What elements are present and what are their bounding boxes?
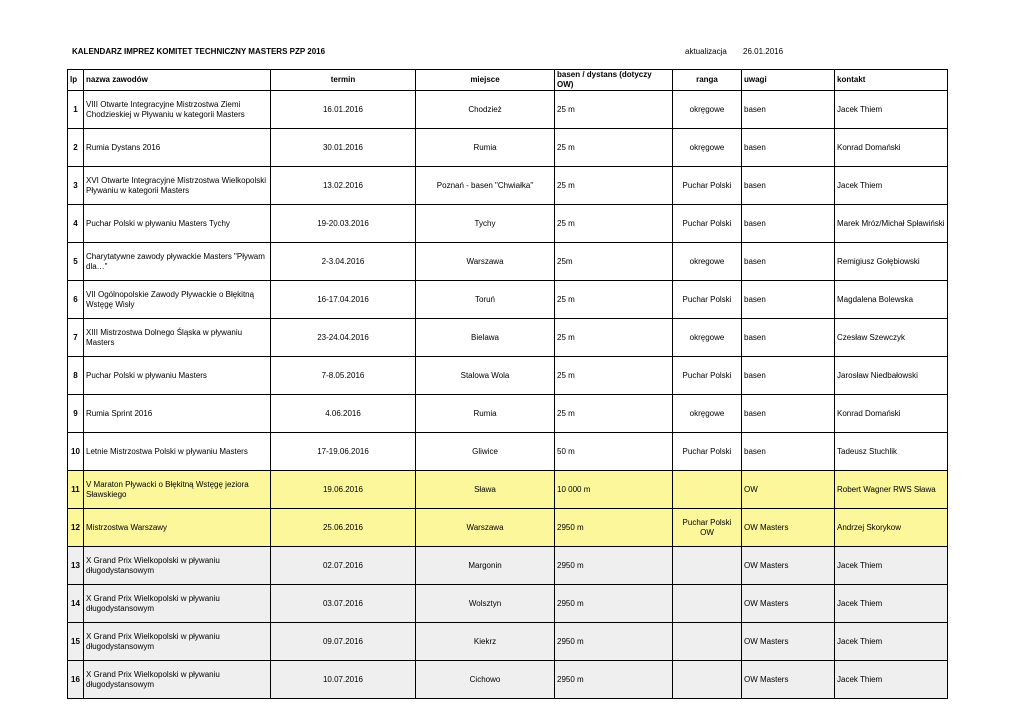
cell-lp: 3	[68, 167, 84, 205]
cell-event-name: V Maraton Pływacki o Błękitną Wstęgę jeziora Sławskiego	[84, 471, 271, 509]
cell-event-name: Puchar Polski w pływaniu Masters Tychy	[84, 205, 271, 243]
cell-date: 2-3.04.2016	[271, 243, 416, 281]
cell-rank: Puchar Polski	[673, 205, 742, 243]
cell-location: Gliwice	[416, 433, 555, 471]
cell-date: 16.01.2016	[271, 91, 416, 129]
cell-lp: 11	[68, 471, 84, 509]
cell-contact: Remigiusz Gołębiowski	[835, 243, 948, 281]
cell-contact: Marek Mróz/Michał Spławiński	[835, 205, 948, 243]
cell-pool-distance: 25 m	[555, 281, 673, 319]
cell-notes: OW Masters	[742, 623, 835, 661]
cell-contact: Magdalena Bolewska	[835, 281, 948, 319]
cell-location: Chodzież	[416, 91, 555, 129]
cell-location: Margonin	[416, 547, 555, 585]
cell-lp: 15	[68, 623, 84, 661]
cell-location: Poznań - basen "Chwiałka"	[416, 167, 555, 205]
cell-date: 25.06.2016	[271, 509, 416, 547]
events-calendar-table	[67, 69, 948, 699]
table-row	[68, 661, 948, 699]
cell-event-name: Rumia Sprint 2016	[84, 395, 271, 433]
cell-lp: 4	[68, 205, 84, 243]
cell-lp: 8	[68, 357, 84, 395]
table-row	[68, 129, 948, 167]
cell-notes: basen	[742, 319, 835, 357]
cell-notes: basen	[742, 433, 835, 471]
cell-notes: basen	[742, 205, 835, 243]
cell-lp: 5	[68, 243, 84, 281]
cell-pool-distance: 2950 m	[555, 661, 673, 699]
cell-rank: Puchar Polski	[673, 357, 742, 395]
cell-rank	[673, 547, 742, 585]
cell-contact: Czesław Szewczyk	[835, 319, 948, 357]
cell-rank: okręgowe	[673, 319, 742, 357]
cell-location: Tychy	[416, 205, 555, 243]
cell-pool-distance: 25 m	[555, 395, 673, 433]
cell-lp: 6	[68, 281, 84, 319]
cell-pool-distance: 2950 m	[555, 585, 673, 623]
cell-lp: 1	[68, 91, 84, 129]
cell-pool-distance: 25 m	[555, 319, 673, 357]
table-row	[68, 471, 948, 509]
cell-location: Warszawa	[416, 509, 555, 547]
table-row	[68, 205, 948, 243]
table-row	[68, 585, 948, 623]
cell-notes: OW Masters	[742, 661, 835, 699]
cell-contact: Jacek Thiem	[835, 585, 948, 623]
cell-notes: basen	[742, 129, 835, 167]
table-row	[68, 623, 948, 661]
cell-pool-distance: 10 000 m	[555, 471, 673, 509]
cell-notes: basen	[742, 167, 835, 205]
cell-date: 16-17.04.2016	[271, 281, 416, 319]
cell-pool-distance: 2950 m	[555, 623, 673, 661]
cell-contact: Jacek Thiem	[835, 167, 948, 205]
table-row	[68, 167, 948, 205]
cell-notes: OW	[742, 471, 835, 509]
cell-contact: Jacek Thiem	[835, 623, 948, 661]
cell-date: 02.07.2016	[271, 547, 416, 585]
cell-lp: 16	[68, 661, 84, 699]
cell-location: Toruń	[416, 281, 555, 319]
cell-pool-distance: 25m	[555, 243, 673, 281]
cell-lp: 13	[68, 547, 84, 585]
cell-rank	[673, 623, 742, 661]
table-row	[68, 357, 948, 395]
cell-location: Rumia	[416, 129, 555, 167]
cell-contact: Konrad Domański	[835, 129, 948, 167]
table-row	[68, 395, 948, 433]
cell-event-name: Letnie Mistrzostwa Polski w pływaniu Masters	[84, 433, 271, 471]
cell-event-name: X Grand Prix Wielkopolski w pływaniu długodystansowym	[84, 585, 271, 623]
cell-pool-distance: 50 m	[555, 433, 673, 471]
cell-date: 23-24.04.2016	[271, 319, 416, 357]
cell-rank	[673, 661, 742, 699]
cell-notes: OW Masters	[742, 547, 835, 585]
cell-date: 10.07.2016	[271, 661, 416, 699]
cell-event-name: Mistrzostwa Warszawy	[84, 509, 271, 547]
cell-rank: okregowe	[673, 243, 742, 281]
cell-contact: Jacek Thiem	[835, 661, 948, 699]
cell-lp: 2	[68, 129, 84, 167]
cell-notes: basen	[742, 281, 835, 319]
cell-contact: Jarosław Niedbałowski	[835, 357, 948, 395]
table-row	[68, 319, 948, 357]
cell-event-name: X Grand Prix Wielkopolski w pływaniu długodystansowym	[84, 547, 271, 585]
cell-date: 7-8.05.2016	[271, 357, 416, 395]
cell-location: Stalowa Wola	[416, 357, 555, 395]
cell-rank: Puchar Polski	[673, 433, 742, 471]
cell-location: Rumia	[416, 395, 555, 433]
header-miejsce: miejsce	[416, 70, 555, 91]
cell-location: Warszawa	[416, 243, 555, 281]
cell-rank	[673, 585, 742, 623]
cell-pool-distance: 2950 m	[555, 509, 673, 547]
cell-lp: 10	[68, 433, 84, 471]
cell-notes: OW Masters	[742, 509, 835, 547]
cell-pool-distance: 25 m	[555, 357, 673, 395]
cell-pool-distance: 25 m	[555, 167, 673, 205]
cell-contact: Konrad Domański	[835, 395, 948, 433]
table-row	[68, 91, 948, 129]
cell-contact: Tadeusz Stuchlik	[835, 433, 948, 471]
table-row	[68, 281, 948, 319]
cell-contact: Jacek Thiem	[835, 547, 948, 585]
cell-rank: okręgowe	[673, 129, 742, 167]
cell-rank: okręgowe	[673, 91, 742, 129]
cell-notes: basen	[742, 243, 835, 281]
header-termin: termin	[271, 70, 416, 91]
cell-contact: Andrzej Skorykow	[835, 509, 948, 547]
cell-notes: basen	[742, 395, 835, 433]
cell-lp: 14	[68, 585, 84, 623]
cell-notes: basen	[742, 91, 835, 129]
cell-location: Wolsztyn	[416, 585, 555, 623]
cell-pool-distance: 25 m	[555, 91, 673, 129]
cell-lp: 9	[68, 395, 84, 433]
cell-event-name: X Grand Prix Wielkopolski w pływaniu długodystansowym	[84, 661, 271, 699]
cell-notes: basen	[742, 357, 835, 395]
cell-rank: Puchar Polski	[673, 281, 742, 319]
cell-event-name: XVI Otwarte Integracyjne Mistrzostwa Wielkopolski Pływaniu w kategorii Masters	[84, 167, 271, 205]
cell-date: 09.07.2016	[271, 623, 416, 661]
cell-contact: Jacek Thiem	[835, 91, 948, 129]
cell-location: Cichowo	[416, 661, 555, 699]
cell-date: 13.02.2016	[271, 167, 416, 205]
cell-notes: OW Masters	[742, 585, 835, 623]
cell-event-name: XIII Mistrzostwa Dolnego Śląska w pływaniu Masters	[84, 319, 271, 357]
update-label: aktualizacja	[685, 47, 727, 56]
header-uwagi: uwagi	[742, 70, 835, 91]
cell-date: 4.06.2016	[271, 395, 416, 433]
header-kontakt: kontakt	[835, 70, 948, 91]
cell-rank: Puchar Polski	[673, 167, 742, 205]
cell-event-name: X Grand Prix Wielkopolski w pływaniu długodystansowym	[84, 623, 271, 661]
cell-location: Kiekrz	[416, 623, 555, 661]
table-row	[68, 509, 948, 547]
cell-date: 19-20.03.2016	[271, 205, 416, 243]
cell-date: 17-19.06.2016	[271, 433, 416, 471]
cell-date: 19.06.2016	[271, 471, 416, 509]
header-ranga: ranga	[673, 70, 742, 91]
update-date: 26.01.2016	[743, 47, 784, 56]
cell-location: Sława	[416, 471, 555, 509]
cell-pool-distance: 25 m	[555, 129, 673, 167]
cell-lp: 7	[68, 319, 84, 357]
document-title: KALENDARZ IMPREZ KOMITET TECHNICZNY MASTERS PZP 2016	[72, 47, 326, 56]
cell-event-name: VIII Otwarte Integracyjne Mistrzostwa Ziemi Chodzieskiej w Pływaniu w kategorii Masters	[84, 91, 271, 129]
table-body	[68, 91, 948, 699]
cell-rank: Puchar Polski OW	[673, 509, 742, 547]
header-name: nazwa zawodów	[84, 70, 271, 91]
cell-rank	[673, 471, 742, 509]
table-row	[68, 547, 948, 585]
cell-event-name: VII Ogólnopolskie Zawody Pływackie o Błękitną Wstęgę Wisły	[84, 281, 271, 319]
cell-event-name: Rumia Dystans 2016	[84, 129, 271, 167]
cell-date: 03.07.2016	[271, 585, 416, 623]
table-row	[68, 433, 948, 471]
cell-event-name: Charytatywne zawody pływackie Masters "Pływam dla…"	[84, 243, 271, 281]
header-lp: lp	[68, 70, 84, 91]
cell-rank: okręgowe	[673, 395, 742, 433]
cell-event-name: Puchar Polski w pływaniu Masters	[84, 357, 271, 395]
cell-pool-distance: 2950 m	[555, 547, 673, 585]
cell-pool-distance: 25 m	[555, 205, 673, 243]
cell-location: Bielawa	[416, 319, 555, 357]
table-row	[68, 243, 948, 281]
cell-contact: Robert Wagner RWS Sława	[835, 471, 948, 509]
table-header-row	[68, 70, 948, 91]
cell-lp: 12	[68, 509, 84, 547]
cell-date: 30.01.2016	[271, 129, 416, 167]
header-basen: basen / dystans (dotyczy OW)	[555, 70, 673, 91]
